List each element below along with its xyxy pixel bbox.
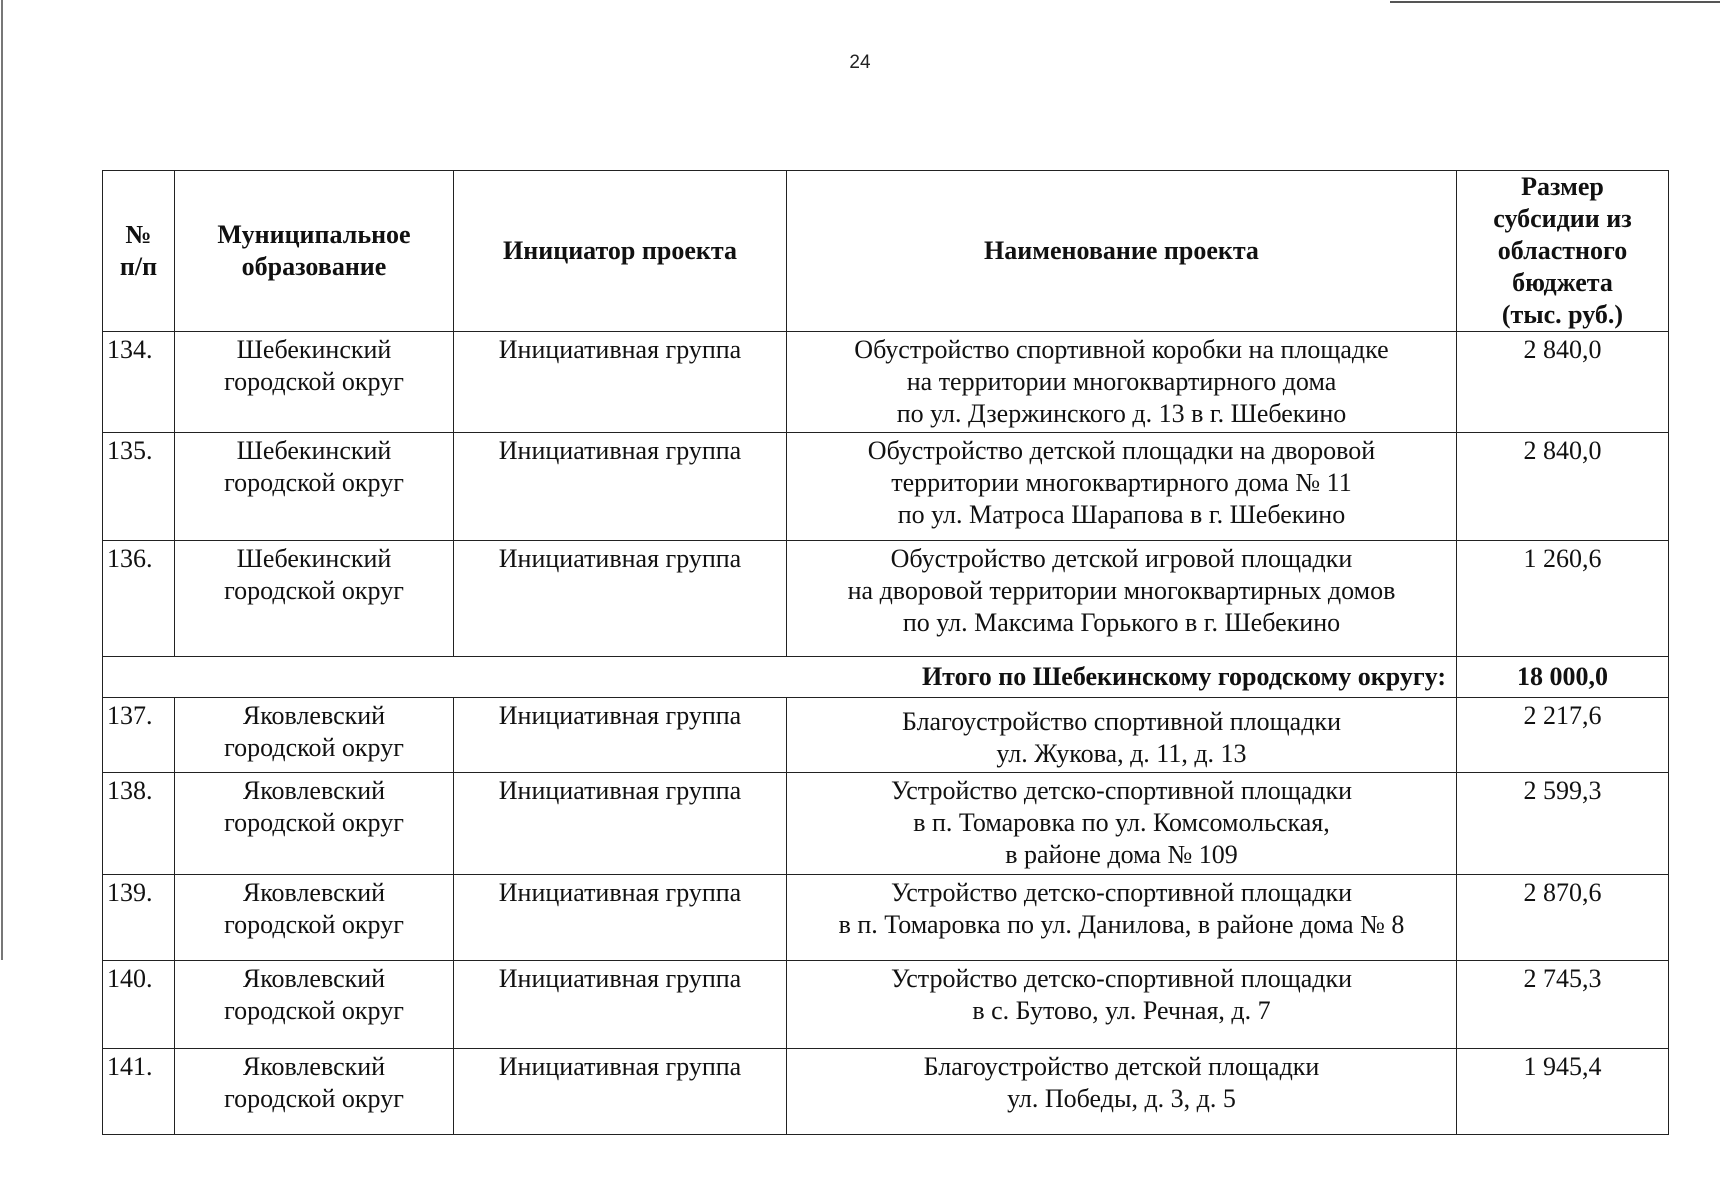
table-row: [103, 698, 1669, 773]
table-row: [103, 1049, 1669, 1135]
row-project: Благоустройство детской площадки ул. Победы, д. 3, д. 5: [787, 1049, 1457, 1135]
row-amount: 2 840,0: [1457, 332, 1669, 433]
row-project: Устройство детско-спортивной площадки в п. Томаровка по ул. Комсомольская, в районе дома № 109: [787, 773, 1457, 875]
header-initiator: Инициатор проекта: [454, 171, 787, 332]
table-row: [103, 332, 1669, 433]
subsidy-table: [102, 170, 1669, 1135]
row-initiator: Инициативная группа: [454, 961, 787, 1049]
scan-edge-line: [1390, 1, 1720, 3]
page-number: 24: [849, 52, 871, 73]
row-project: Благоустройство спортивной площадки ул. Жукова, д. 11, д. 13: [787, 698, 1457, 773]
row-number: 138.: [103, 773, 175, 875]
row-municipality: Шебекинский городской округ: [175, 541, 454, 657]
row-initiator: Инициативная группа: [454, 1049, 787, 1135]
row-initiator: Инициативная группа: [454, 698, 787, 773]
table-row: [103, 541, 1669, 657]
header-amount: Размер субсидии из областного бюджета (тыс. руб.): [1457, 171, 1669, 332]
table-row: [103, 875, 1669, 961]
row-project: Обустройство детской площадки на дворовой территории многоквартирного дома № 11 по ул. Матроса Шарапова в г. Шебекино: [787, 433, 1457, 541]
row-number: 140.: [103, 961, 175, 1049]
row-amount: 2 599,3: [1457, 773, 1669, 875]
table-header-row: [103, 171, 1669, 332]
row-project: Обустройство детской игровой площадки на дворовой территории многоквартирных домов по ул. Максима Горького в г. Шебекино: [787, 541, 1457, 657]
row-project: Устройство детско-спортивной площадки в с. Бутово, ул. Речная, д. 7: [787, 961, 1457, 1049]
row-number: 135.: [103, 433, 175, 541]
table-row: [103, 433, 1669, 541]
row-project: Устройство детско-спортивной площадки в п. Томаровка по ул. Данилова, в районе дома № 8: [787, 875, 1457, 961]
row-amount: 2 870,6: [1457, 875, 1669, 961]
row-initiator: Инициативная группа: [454, 541, 787, 657]
header-num: № п/п: [103, 171, 175, 332]
row-initiator: Инициативная группа: [454, 433, 787, 541]
row-project: Обустройство спортивной коробки на площадке на территории многоквартирного дома по ул. Дзержинского д. 13 в г. Шебекино: [787, 332, 1457, 433]
table-row: [103, 773, 1669, 875]
row-number: 137.: [103, 698, 175, 773]
row-amount: 2 840,0: [1457, 433, 1669, 541]
row-initiator: Инициативная группа: [454, 875, 787, 961]
row-municipality: Яковлевский городской округ: [175, 773, 454, 875]
row-municipality: Яковлевский городской округ: [175, 698, 454, 773]
table-row: [103, 961, 1669, 1049]
row-municipality: Шебекинский городской округ: [175, 433, 454, 541]
row-number: 141.: [103, 1049, 175, 1135]
total-value: 18 000,0: [1457, 657, 1669, 698]
row-initiator: Инициативная группа: [454, 773, 787, 875]
row-number: 136.: [103, 541, 175, 657]
row-municipality: Яковлевский городской округ: [175, 961, 454, 1049]
row-number: 134.: [103, 332, 175, 433]
header-project: Наименование проекта: [787, 171, 1457, 332]
row-amount: 1 945,4: [1457, 1049, 1669, 1135]
total-row: [103, 657, 1669, 698]
row-municipality: Шебекинский городской округ: [175, 332, 454, 433]
total-label: Итого по Шебекинскому городскому округу:: [103, 657, 1457, 698]
header-municipality: Муниципальное образование: [175, 171, 454, 332]
row-municipality: Яковлевский городской округ: [175, 1049, 454, 1135]
row-municipality: Яковлевский городской округ: [175, 875, 454, 961]
row-amount: 1 260,6: [1457, 541, 1669, 657]
row-initiator: Инициативная группа: [454, 332, 787, 433]
scan-edge-line: [1, 0, 3, 960]
row-amount: 2 217,6: [1457, 698, 1669, 773]
row-number: 139.: [103, 875, 175, 961]
row-amount: 2 745,3: [1457, 961, 1669, 1049]
